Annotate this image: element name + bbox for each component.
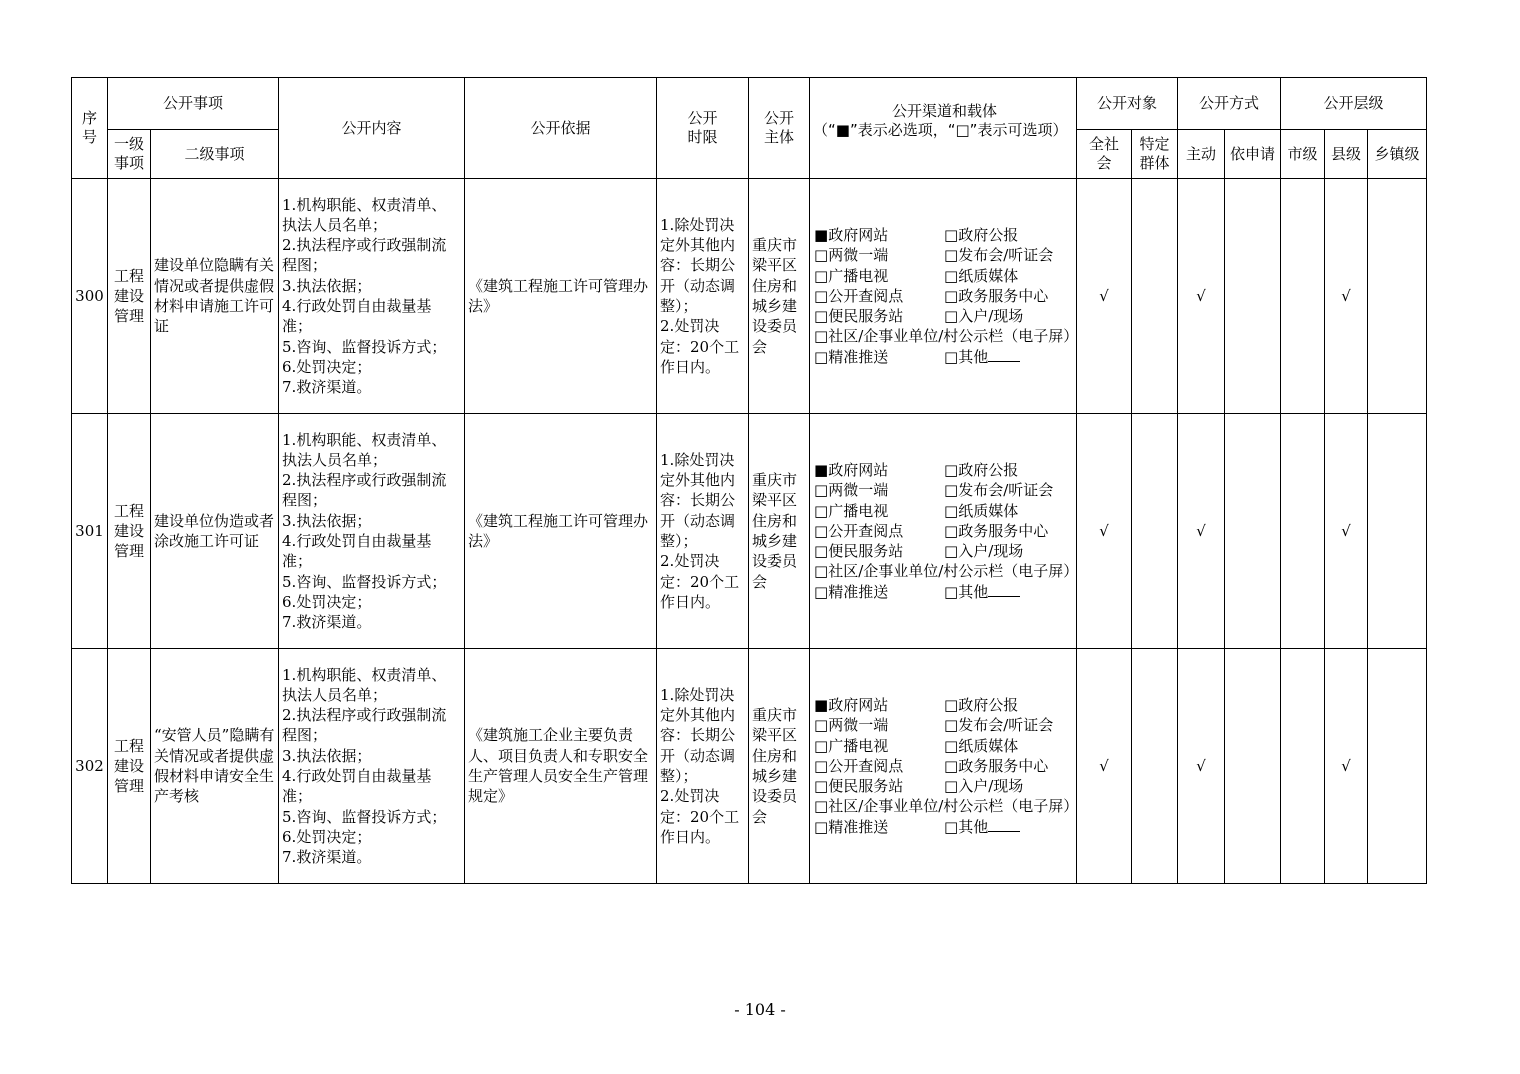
- channel-household-onsite: □入户/现场: [944, 777, 1024, 796]
- subject-line: 重庆市: [752, 236, 798, 255]
- header-level-city: 市级: [1281, 130, 1325, 179]
- channel-precise-push: □精准推送: [814, 347, 889, 366]
- channel-broadcast-tv: □广播电视: [814, 736, 889, 755]
- header-level-group: 公开层级: [1281, 78, 1427, 130]
- level-city-check: [1281, 649, 1325, 884]
- channel-press-hearing: □发布会/听证会: [944, 481, 1054, 500]
- header-level-town: 乡镇级: [1368, 130, 1427, 179]
- time-limit-cell: [657, 649, 749, 884]
- channel-precise-push: □精准推送: [814, 817, 889, 836]
- channel-two-micro: □两微一端: [814, 716, 889, 735]
- channel-gov-service-center: □政务服务中心: [944, 286, 1049, 305]
- level-county-check: √: [1325, 414, 1368, 649]
- content-line: 执法人员名单；: [282, 685, 388, 704]
- channel-two-micro: □两微一端: [814, 481, 889, 500]
- content-cell: [279, 414, 465, 649]
- method-apply-check: [1225, 649, 1281, 884]
- subject-line: 住房和: [752, 746, 798, 765]
- subject-line: 设委员: [752, 787, 798, 806]
- target-all-check: √: [1077, 414, 1132, 649]
- channel-cell: [810, 414, 1077, 649]
- table-row: [72, 649, 1427, 884]
- header-seq: 序号: [72, 78, 108, 179]
- level-town-check: [1368, 649, 1427, 884]
- row-number: 302: [72, 649, 108, 884]
- header-item-group: 公开事项: [108, 78, 279, 130]
- content-line: 程图；: [282, 256, 328, 275]
- channel-list: [810, 460, 1079, 602]
- level2-item: “安管人员”隐瞒有关情况或者提供虚假材料申请安全生产考核: [151, 649, 279, 884]
- channel-gov-service-center: □政务服务中心: [944, 521, 1049, 540]
- content-line: 2.执法程序或行政强制流: [282, 471, 447, 490]
- header-level1: 一级事项: [108, 130, 151, 179]
- time-limit-line: 开（动态调: [660, 511, 736, 530]
- time-limit-line: 2.处罚决: [660, 787, 720, 806]
- header-level2: 二级事项: [151, 130, 279, 179]
- content-line: 3.执法依据；: [282, 746, 372, 765]
- time-limit-line: 作日内。: [660, 827, 721, 846]
- level-town-check: [1368, 179, 1427, 414]
- channel-public-reading: □公开查阅点: [814, 756, 904, 775]
- target-specific-check: [1132, 414, 1178, 649]
- method-apply-check: [1225, 414, 1281, 649]
- channel-household-onsite: □入户/现场: [944, 307, 1024, 326]
- basis-cell: 《建筑工程施工许可管理办法》: [465, 414, 657, 649]
- time-limit-line: 作日内。: [660, 592, 721, 611]
- time-limit-line: 开（动态调: [660, 746, 736, 765]
- content-line: 7.救济渠道。: [282, 848, 372, 867]
- content-line: 6.处罚决定；: [282, 357, 372, 376]
- blank-underline: [988, 582, 1020, 597]
- content-line: 2.执法程序或行政强制流: [282, 236, 447, 255]
- target-all-check: √: [1077, 649, 1132, 884]
- content-line: 7.救济渠道。: [282, 613, 372, 632]
- channel-community-board: □社区/企事业单位/村公示栏（电子屏）: [814, 327, 1079, 346]
- subject-line: 重庆市: [752, 706, 798, 725]
- subject-line: 会: [752, 337, 768, 356]
- subject-line: 会: [752, 572, 768, 591]
- subject-cell: [749, 649, 810, 884]
- channel-press-hearing: □发布会/听证会: [944, 246, 1054, 265]
- channel-convenience-station: □便民服务站: [814, 307, 904, 326]
- time-limit-line: 定外其他内: [660, 706, 736, 725]
- header-time-limit: 公开时限: [657, 78, 749, 179]
- channel-cell: [810, 179, 1077, 414]
- subject-line: 梁平区: [752, 726, 798, 745]
- content-cell: [279, 179, 465, 414]
- target-all-check: √: [1077, 179, 1132, 414]
- level-city-check: [1281, 179, 1325, 414]
- time-limit-line: 2.处罚决: [660, 317, 720, 336]
- subject-line: 重庆市: [752, 471, 798, 490]
- method-active-check: √: [1178, 179, 1225, 414]
- channel-gov-service-center: □政务服务中心: [944, 756, 1049, 775]
- time-limit-line: 整）；: [660, 532, 698, 550]
- content-line: 准；: [282, 552, 313, 571]
- content-line: 执法人员名单；: [282, 450, 388, 469]
- header-level-county: 县级: [1325, 130, 1368, 179]
- time-limit-cell: [657, 414, 749, 649]
- channel-broadcast-tv: □广播电视: [814, 266, 889, 285]
- header-content: 公开内容: [279, 78, 465, 179]
- blank-underline: [988, 347, 1020, 362]
- time-limit-line: 2.处罚决: [660, 552, 720, 571]
- content-line: 5.咨询、监督投诉方式；: [282, 572, 447, 591]
- time-limit-line: 定外其他内: [660, 471, 736, 490]
- channel-press-hearing: □发布会/听证会: [944, 716, 1054, 735]
- content-line: 1.机构职能、权责清单、: [282, 195, 447, 214]
- page-number: - 104 -: [734, 1000, 786, 1019]
- channel-gov-website: ■政府网站: [814, 695, 889, 714]
- channel-convenience-station: □便民服务站: [814, 542, 904, 561]
- content-line: 6.处罚决定；: [282, 827, 372, 846]
- blank-underline: [988, 817, 1020, 832]
- content-line: 准；: [282, 787, 313, 806]
- channel-community-board: □社区/企事业单位/村公示栏（电子屏）: [814, 797, 1079, 816]
- subject-line: 住房和: [752, 511, 798, 530]
- table-row: [72, 179, 1427, 414]
- level1-item: 工程建设管理: [108, 414, 151, 649]
- content-line: 程图；: [282, 726, 328, 745]
- header-target-specific: 特定群体: [1132, 130, 1178, 179]
- content-line: 程图；: [282, 491, 328, 510]
- header-method-group: 公开方式: [1178, 78, 1281, 130]
- channel-paper-media: □纸质媒体: [944, 266, 1019, 285]
- time-limit-line: 1.除处罚决: [660, 450, 735, 469]
- level1-item: 工程建设管理: [108, 179, 151, 414]
- subject-line: 城乡建: [752, 532, 798, 550]
- row-number: 301: [72, 414, 108, 649]
- header-channel: [810, 78, 1077, 179]
- time-limit-line: 定：20个工: [660, 337, 740, 356]
- target-specific-check: [1132, 179, 1178, 414]
- table-row: [72, 414, 1427, 649]
- subject-line: 会: [752, 807, 768, 826]
- level2-item: 建设单位伪造或者涂改施工许可证: [151, 414, 279, 649]
- time-limit-line: 容：长期公: [660, 491, 736, 510]
- time-limit-cell: [657, 179, 749, 414]
- channel-gov-website: ■政府网站: [814, 460, 889, 479]
- time-limit-line: 开（动态调: [660, 276, 736, 295]
- content-line: 5.咨询、监督投诉方式；: [282, 807, 447, 826]
- header-basis: 公开依据: [465, 78, 657, 179]
- subject-line: 设委员: [752, 552, 798, 571]
- channel-gov-gazette: □政府公报: [944, 225, 1019, 244]
- content-line: 准；: [282, 317, 313, 336]
- channel-other-label: □其他: [944, 817, 989, 836]
- header-target-group: 公开对象: [1077, 78, 1178, 130]
- channel-household-onsite: □入户/现场: [944, 542, 1024, 561]
- channel-public-reading: □公开查阅点: [814, 286, 904, 305]
- time-limit-line: 定：20个工: [660, 807, 740, 826]
- time-limit-line: 容：长期公: [660, 726, 736, 745]
- content-line: 4.行政处罚自由裁量基: [282, 297, 432, 315]
- subject-line: 住房和: [752, 276, 798, 295]
- subject-line: 梁平区: [752, 256, 798, 275]
- content-line: 3.执法依据；: [282, 276, 372, 295]
- level1-item: 工程建设管理: [108, 649, 151, 884]
- content-line: 1.机构职能、权责清单、: [282, 430, 447, 449]
- channel-two-micro: □两微一端: [814, 246, 889, 265]
- subject-line: 梁平区: [752, 491, 798, 510]
- disclosure-table: [71, 77, 1427, 884]
- content-cell: [279, 649, 465, 884]
- time-limit-line: 定外其他内: [660, 236, 736, 255]
- header-channel-note: （“■”表示必选项，“□”表示可选项）: [813, 121, 1068, 139]
- level-city-check: [1281, 414, 1325, 649]
- time-limit-line: 1.除处罚决: [660, 685, 735, 704]
- subject-line: 城乡建: [752, 767, 798, 785]
- target-specific-check: [1132, 649, 1178, 884]
- channel-other-label: □其他: [944, 582, 989, 601]
- table-body: [72, 179, 1427, 884]
- method-apply-check: [1225, 179, 1281, 414]
- channel-other: [944, 582, 1076, 602]
- level-town-check: [1368, 414, 1427, 649]
- channel-other-label: □其他: [944, 347, 989, 366]
- level2-item: 建设单位隐瞒有关情况或者提供虚假材料申请施工许可证: [151, 179, 279, 414]
- header-method-apply: 依申请: [1225, 130, 1281, 179]
- content-line: 2.执法程序或行政强制流: [282, 706, 447, 725]
- method-active-check: √: [1178, 649, 1225, 884]
- channel-gov-gazette: □政府公报: [944, 460, 1019, 479]
- subject-line: 设委员: [752, 317, 798, 336]
- channel-gov-website: ■政府网站: [814, 225, 889, 244]
- channel-community-board: □社区/企事业单位/村公示栏（电子屏）: [814, 562, 1079, 581]
- channel-other: [944, 347, 1076, 367]
- channel-gov-gazette: □政府公报: [944, 695, 1019, 714]
- time-limit-line: 作日内。: [660, 357, 721, 376]
- channel-other: [944, 817, 1076, 837]
- row-number: 300: [72, 179, 108, 414]
- channel-paper-media: □纸质媒体: [944, 736, 1019, 755]
- channel-list: [810, 225, 1079, 367]
- content-line: 1.机构职能、权责清单、: [282, 665, 447, 684]
- basis-cell: 《建筑施工企业主要负责人、项目负责人和专职安全生产管理人员安全生产管理规定》: [465, 649, 657, 884]
- channel-cell: [810, 649, 1077, 884]
- header-channel-title: 公开渠道和载体: [892, 102, 998, 120]
- content-line: 7.救济渠道。: [282, 378, 372, 397]
- time-limit-line: 整）；: [660, 767, 698, 785]
- channel-broadcast-tv: □广播电视: [814, 501, 889, 520]
- level-county-check: √: [1325, 649, 1368, 884]
- content-line: 4.行政处罚自由裁量基: [282, 532, 432, 550]
- time-limit-line: 定：20个工: [660, 572, 740, 591]
- channel-paper-media: □纸质媒体: [944, 501, 1019, 520]
- content-line: 5.咨询、监督投诉方式；: [282, 337, 447, 356]
- channel-list: [810, 695, 1079, 837]
- time-limit-line: 容：长期公: [660, 256, 736, 275]
- time-limit-line: 1.除处罚决: [660, 215, 735, 234]
- content-line: 执法人员名单；: [282, 215, 388, 234]
- subject-cell: [749, 414, 810, 649]
- subject-cell: [749, 179, 810, 414]
- content-line: 3.执法依据；: [282, 511, 372, 530]
- subject-line: 城乡建: [752, 297, 798, 315]
- header-subject: 公开主体: [749, 78, 810, 179]
- method-active-check: √: [1178, 414, 1225, 649]
- basis-cell: 《建筑工程施工许可管理办法》: [465, 179, 657, 414]
- level-county-check: √: [1325, 179, 1368, 414]
- content-line: 6.处罚决定；: [282, 592, 372, 611]
- time-limit-line: 整）；: [660, 297, 698, 315]
- header-target-all: 全社会: [1077, 130, 1132, 179]
- channel-public-reading: □公开查阅点: [814, 521, 904, 540]
- header-method-active: 主动: [1178, 130, 1225, 179]
- content-line: 4.行政处罚自由裁量基: [282, 767, 432, 785]
- channel-convenience-station: □便民服务站: [814, 777, 904, 796]
- channel-precise-push: □精准推送: [814, 582, 889, 601]
